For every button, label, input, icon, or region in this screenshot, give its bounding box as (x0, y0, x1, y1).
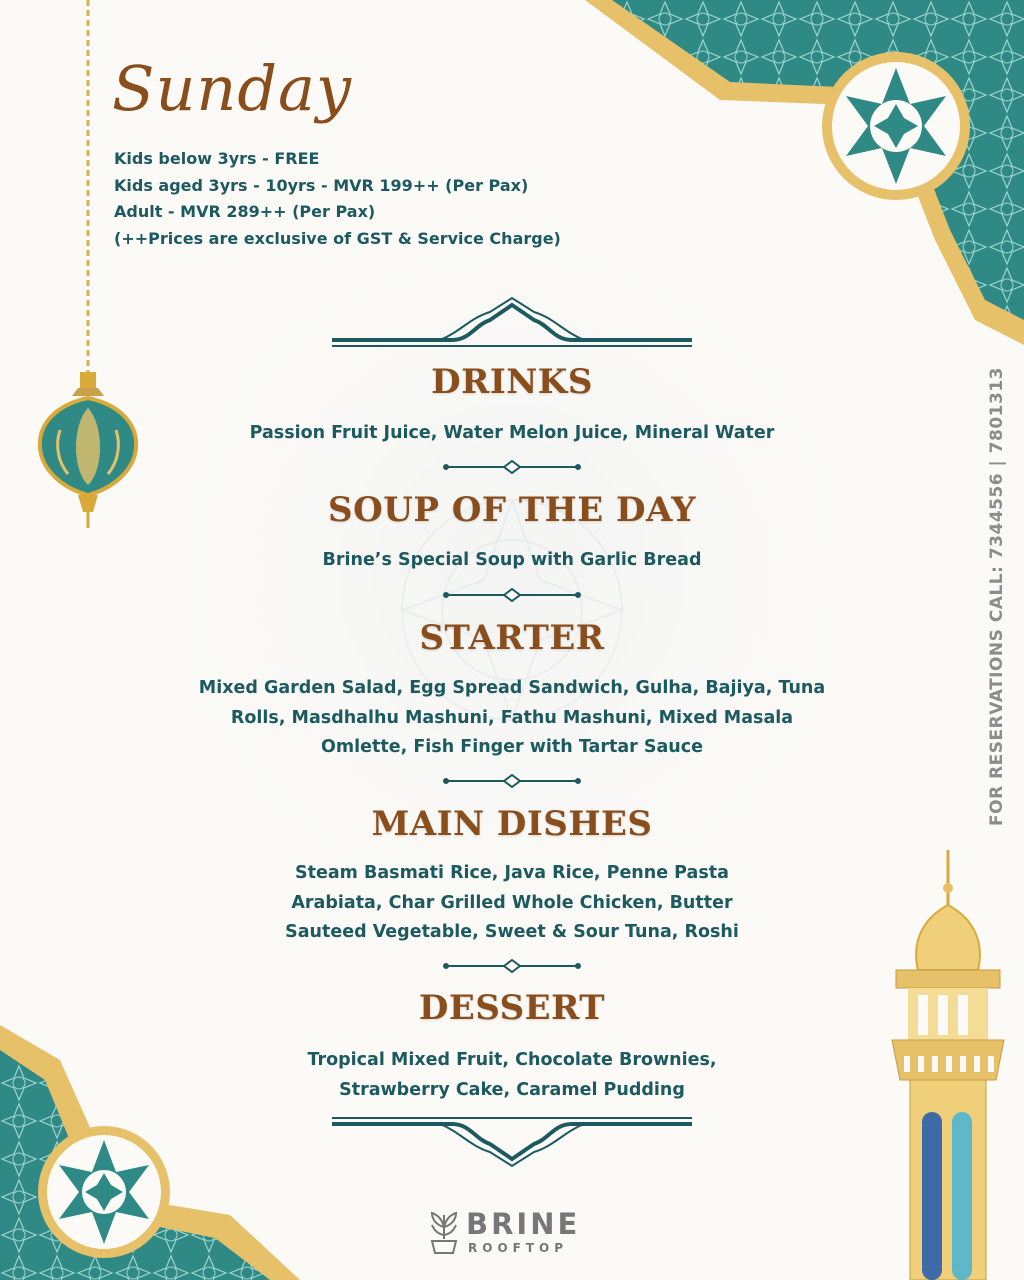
minaret-icon (892, 850, 1004, 1280)
section-items-starter (182, 674, 842, 763)
brine-rooftop-logo (426, 1205, 606, 1261)
reservation-contact: FOR RESERVATIONS CALL: 7344556 | 7801313 (987, 367, 1007, 826)
logo-brand-text: BRINE (466, 1207, 581, 1241)
logo-sub-text: ROOFTOP (468, 1241, 569, 1255)
plant-cup-icon (426, 1207, 462, 1257)
menu-line: Steam Basmati Rice, Java Rice, Penne Pasta (295, 863, 729, 883)
bottom-ornament-divider (332, 1118, 692, 1166)
top-right-corner-ornament (585, 0, 1024, 345)
pricing-info (114, 146, 594, 252)
menu-line: Mixed Garden Salad, Egg Spread Sandwich, Gulha, Bajiya, Tuna (198, 678, 826, 698)
section-title-starter: STARTER (419, 618, 605, 658)
menu-line: Tropical Mixed Fruit, Chocolate Brownies, (307, 1050, 717, 1070)
section-items-drinks (182, 419, 842, 449)
section-items-main-dishes (182, 859, 842, 948)
menu-line: Brine’s Special Soup with Garlic Bread (322, 550, 702, 570)
day-title: Sunday (112, 52, 353, 125)
menu-line: Passion Fruit Juice, Water Melon Juice, Mineral Water (249, 423, 775, 443)
menu-line: Rolls, Masdhalhu Mashuni, Fathu Mashuni, Mixed Masala (230, 707, 794, 728)
top-ornament-divider (332, 298, 692, 346)
section-items-dessert (182, 1046, 842, 1105)
menu-line: Arabiata, Char Grilled Whole Chicken, Butter (291, 892, 733, 913)
divider-4 (444, 960, 580, 972)
pricing-line: Kids aged 3yrs - 10yrs - MVR 199++ (Per Pax) (114, 175, 529, 195)
pricing-line: Adult - MVR 289++ (Per Pax) (114, 202, 376, 221)
section-items-soup (182, 546, 842, 576)
divider-2 (444, 589, 580, 601)
section-title-main-dishes: MAIN DISHES (371, 804, 653, 844)
pricing-line: (++Prices are exclusive of GST & Service Charge) (114, 228, 561, 248)
menu-line: Sauteed Vegetable, Sweet & Sour Tuna, Roshi (285, 922, 739, 942)
divider-3 (444, 775, 580, 787)
section-title-dessert: DESSERT (418, 988, 606, 1028)
pricing-line: Kids below 3yrs - FREE (114, 149, 320, 168)
section-title-drinks: DRINKS (431, 362, 593, 402)
menu-line: Strawberry Cake, Caramel Pudding (339, 1079, 685, 1100)
menu-line: Omlette, Fish Finger with Tartar Sauce (321, 737, 703, 757)
divider-1 (444, 461, 580, 473)
section-title-soup: SOUP OF THE DAY (328, 490, 696, 530)
